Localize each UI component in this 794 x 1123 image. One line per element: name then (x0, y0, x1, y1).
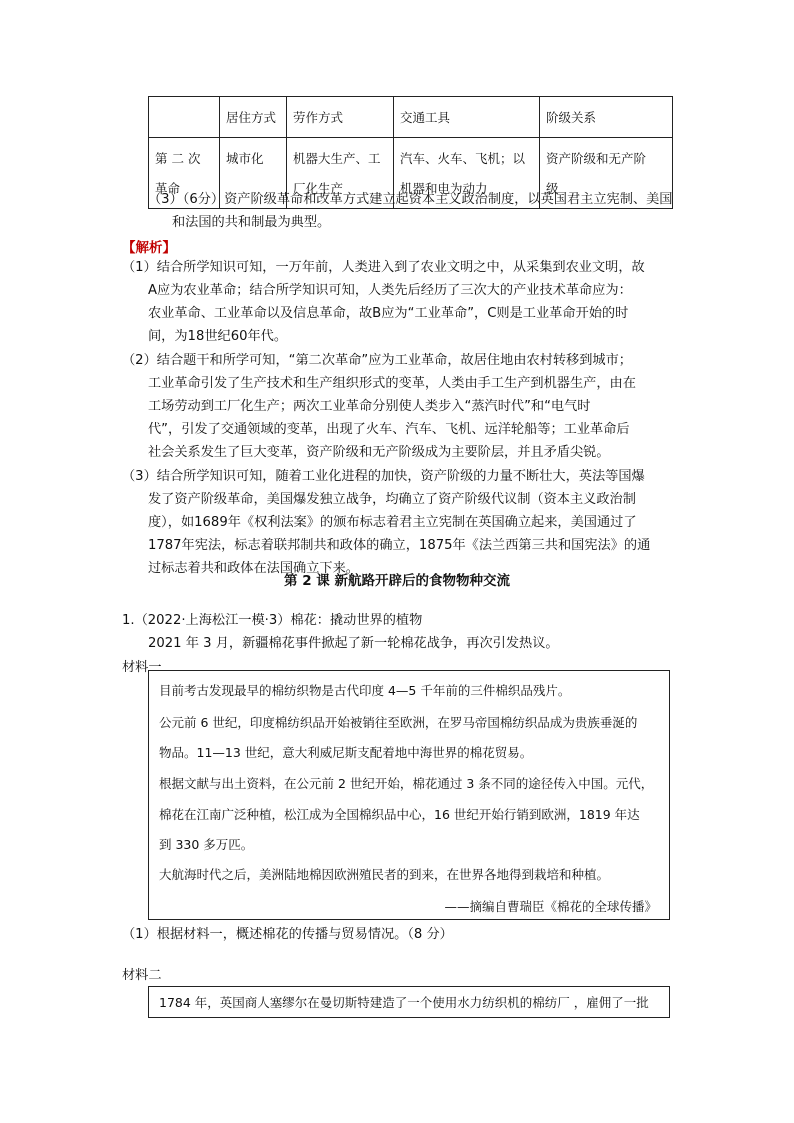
analysis-2-line: 社会关系发生了巨大变革，资产阶级和无产阶级成为主要阶层，并且矛盾尖锐。 (148, 445, 610, 460)
cell-text: 汽车、火车、飞机；以 (400, 151, 526, 166)
material-2-line: 1784 年，英国商人塞缪尔在曼切斯特建造了一个使用水力纺织机的棉纺厂 ，雇佣了一批 (159, 995, 649, 1010)
cell-text: 第 二 次 (155, 151, 201, 166)
analysis-2-line: （2）结合题干和所学可知，“第二次革命”应为工业革命，故居住地由农村转移到城市； (122, 353, 632, 368)
table-header-cell: 阶级关系 (540, 97, 673, 138)
question-1-head: 1.（2022·上海松江一模·3）棉花：撬动世界的植物 (122, 613, 423, 628)
material-1-box (148, 670, 670, 920)
cell-text: 革命 (155, 181, 181, 196)
material-1-line: 物品。11—13 世纪，意大利威尼斯支配着地中海世界的棉花贸易。 (159, 745, 533, 760)
analysis-3-line: 1787年宪法，标志着联邦制共和政体的确立，1875年《法兰西第三共和国宪法》的通 (148, 538, 651, 553)
table-header-cell: 劳作方式 (287, 97, 394, 138)
table-header-cell: 交通工具 (394, 97, 540, 138)
table-header-cell: 居住方式 (220, 97, 287, 138)
material-1-line: 公元前 6 世纪，印度棉纺织品开始被销往至欧洲，在罗马帝国棉纺织品成为贵族垂涎的 (159, 715, 638, 730)
analysis-1-line: A应为农业革命；结合所学知识可知，人类先后经历了三次大的产业技术革命应为： (148, 283, 632, 298)
table-header-cell (149, 97, 220, 138)
analysis-3-line: 度），如1689年《权利法案》的颁布标志着君主立宪制在英国确立起来，美国通过了 (148, 515, 637, 530)
sub-question-1: （1）根据材料一，概述棉花的传播与贸易情况。（8 分） (122, 927, 453, 942)
analysis-2-line: 工业革命引发了生产技术和生产组织形式的变革，人类由手工生产到机器生产，由在 (148, 376, 636, 391)
answer-3-line-2: 和法国的共和制最为典型。 (172, 215, 331, 230)
cell-text: 资产阶级和无产阶 (546, 151, 647, 166)
material-1-source: ——摘编自曹瑞臣《棉花的全球传播》 (444, 899, 657, 914)
cell-text: 机器和电为动力 (400, 181, 488, 196)
analysis-header: 【解析】 (122, 240, 176, 256)
analysis-3-line: 发了资产阶级革命，美国爆发独立战争，均确立了资产阶级代议制（资本主义政治制 (148, 492, 636, 507)
analysis-1-line: 间，为18世纪60年代。 (148, 329, 288, 344)
material-1-line: 棉花在江南广泛种植，松江成为全国棉织品中心，16 世纪开始行销到欧洲，1819 年达 (159, 807, 640, 822)
material-1-label: 材料一 (122, 660, 162, 675)
cell-text: 级 (546, 181, 559, 196)
table-cell: 城市化 (220, 138, 287, 209)
material-1-line: 根据文献与出土资料，在公元前 2 世纪开始，棉花通过 3 条不同的途径传入中国。元代， (159, 776, 654, 791)
material-1-line: 目前考古发现最早的棉纺织物是古代印度 4—5 千年前的三件棉织品残片。 (159, 683, 571, 698)
analysis-2-line: 代”，引发了交通领域的变革，出现了火车、汽车、飞机、远洋轮船等；工业革命后 (148, 422, 630, 437)
analysis-1-line: 农业革命、工业革命以及信息革命，故B应为“工业革命”，C则是工业革命开始的时 (148, 306, 629, 321)
cell-text: 机器大生产、工 (293, 151, 381, 166)
material-2-box (148, 986, 670, 1018)
cell-text: 厂化生产 (293, 181, 344, 196)
analysis-3-line: 过标志着共和政体在法国确立下来。 (148, 561, 359, 576)
material-2-label: 材料二 (122, 968, 162, 983)
analysis-2-line: 工场劳动到工厂化生产；两次工业革命分别使人类步入“蒸汽时代”和“电气时 (148, 399, 591, 414)
table-header-row (149, 97, 673, 138)
material-1-line: 到 330 多万匹。 (159, 837, 254, 852)
material-1-line: 大航海时代之后，美洲陆地棉因欧洲殖民者的到来，在世界各地得到栽培和种植。 (159, 867, 610, 882)
question-1-intro: 2021 年 3 月，新疆棉花事件掀起了新一轮棉花战争，再次引发热议。 (148, 636, 559, 651)
lesson-title: 第 2 课 新航路开辟后的食物物种交流 (284, 573, 510, 589)
analysis-3-line: （3）结合所学知识可知，随着工业化进程的加快，资产阶级的力量不断壮大，英法等国爆 (122, 469, 645, 484)
analysis-1-line: （1）结合所学知识可知，一万年前，人类进入到了农业文明之中，从采集到农业文明，故 (122, 260, 645, 275)
answer-3-line-1: （3）（6分）资产阶级革命和改革方式建立起资本主义政治制度，以英国君主立宪制、美国 (148, 192, 673, 207)
